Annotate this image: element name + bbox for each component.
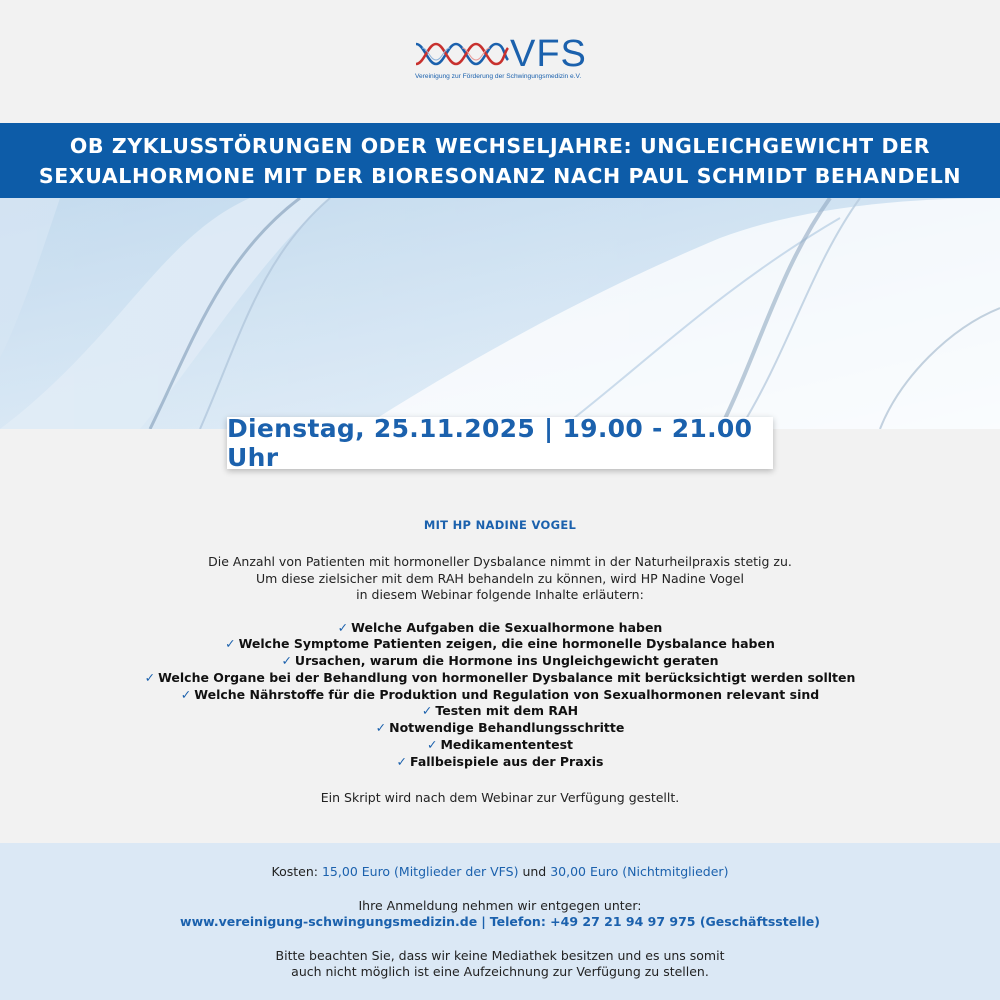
- checkmark-icon: ✓: [375, 720, 387, 736]
- script-note: Ein Skript wird nach dem Webinar zur Verfügung gestellt.: [320, 789, 680, 805]
- checkmark-icon: ✓: [426, 737, 438, 753]
- checkmark-icon: ✓: [180, 686, 192, 702]
- intro-line: in diesem Webinar folgende Inhalte erläutern:: [356, 587, 644, 602]
- topic-item: ✓ Ursachen, warum die Hormone ins Ungleichgewicht geraten: [281, 653, 719, 669]
- checkmark-icon: ✓: [225, 636, 236, 652]
- intro-line: Um diese zielsicher mit dem RAH behandeln zu können, wird HP Nadine Vogel: [256, 570, 744, 586]
- logo-subtitle: Vereinigung zur Förderung der Schwingungsmedizin e.V.: [415, 73, 582, 80]
- title-banner: [0, 123, 1000, 198]
- title-line-1: OB ZYKLUSSTÖRUNGEN ODER WECHSELJAHRE: UNGLEICHGEWICHT DER: [69, 133, 931, 158]
- header: [0, 0, 1000, 123]
- event-date-time: Dienstag, 25.11.2025 | 19.00 - 21.00 Uhr: [227, 414, 753, 472]
- cost-label: Kosten:: [271, 864, 318, 879]
- topic-item: ✓ Medikamententest: [426, 737, 573, 753]
- registration-line: Ihre Anmeldung nehmen wir entgegen unter:: [358, 897, 642, 913]
- topic-item: ✓ Welche Organe bei der Behandlung von hormoneller Dysbalance mit berücksichtigt werden sollten: [144, 669, 856, 685]
- footer: [0, 843, 1000, 1000]
- main-content: [0, 516, 1000, 806]
- hero-image: [0, 198, 1000, 429]
- checkmark-icon: ✓: [281, 653, 292, 669]
- abstract-wave-graphic: [0, 198, 1000, 429]
- price-nonmembers: 30,00 Euro (Nichtmitglieder): [550, 864, 729, 879]
- website-link[interactable]: www.vereinigung-schwingungsmedizin.de: [180, 914, 478, 929]
- title-line-2: SEXUALHORMONE MIT DER BIORESONANZ NACH PAUL SCHMIDT BEHANDELN: [38, 163, 962, 188]
- notice-line: auch nicht möglich ist eine Aufzeichnung zur Verfügung zu stellen.: [291, 964, 709, 979]
- topic-item: ✓ Testen mit dem RAH: [421, 703, 579, 719]
- speaker-name: MIT HP NADINE VOGEL: [423, 518, 577, 532]
- topic-item: ✓ Fallbeispiele aus der Praxis: [396, 753, 604, 769]
- phone-link[interactable]: Telefon: +49 27 21 94 97 975 (Geschäftsstelle): [489, 914, 820, 929]
- cost-line: [0, 864, 1000, 881]
- intro-text: [0, 554, 1000, 604]
- topic-list: [0, 620, 1000, 771]
- cost-and: und: [522, 864, 547, 879]
- topic-item: ✓ Notwendige Behandlungsschritte: [375, 720, 625, 736]
- vfs-logo[interactable]: [414, 34, 594, 86]
- event-date-box: [227, 414, 773, 472]
- price-members: 15,00 Euro (Mitglieder der VFS): [321, 864, 519, 879]
- page-title: [39, 131, 961, 191]
- intro-line: Die Anzahl von Patienten mit hormoneller Dysbalance nimmt in der Naturheilpraxis stetig zu.: [208, 554, 792, 569]
- checkmark-icon: ✓: [396, 753, 408, 769]
- logo-wordmark: VFS: [510, 33, 587, 75]
- topic-item: ✓ Welche Aufgaben die Sexualhormone haben: [337, 619, 663, 635]
- checkmark-icon: ✓: [337, 619, 349, 635]
- notice-line: Bitte beachten Sie, dass wir keine Mediathek besitzen und es uns somit: [275, 947, 725, 963]
- contact-line: [0, 914, 1000, 931]
- contact-separator: |: [481, 914, 486, 929]
- checkmark-icon: ✓: [144, 669, 156, 685]
- checkmark-icon: ✓: [421, 703, 433, 719]
- dna-helix-icon: [414, 36, 510, 72]
- topic-item: ✓ Welche Symptome Patienten zeigen, die eine hormonelle Dysbalance haben: [225, 636, 775, 652]
- topic-item: ✓ Welche Nährstoffe für die Produktion und Regulation von Sexualhormonen relevant sind: [180, 686, 820, 702]
